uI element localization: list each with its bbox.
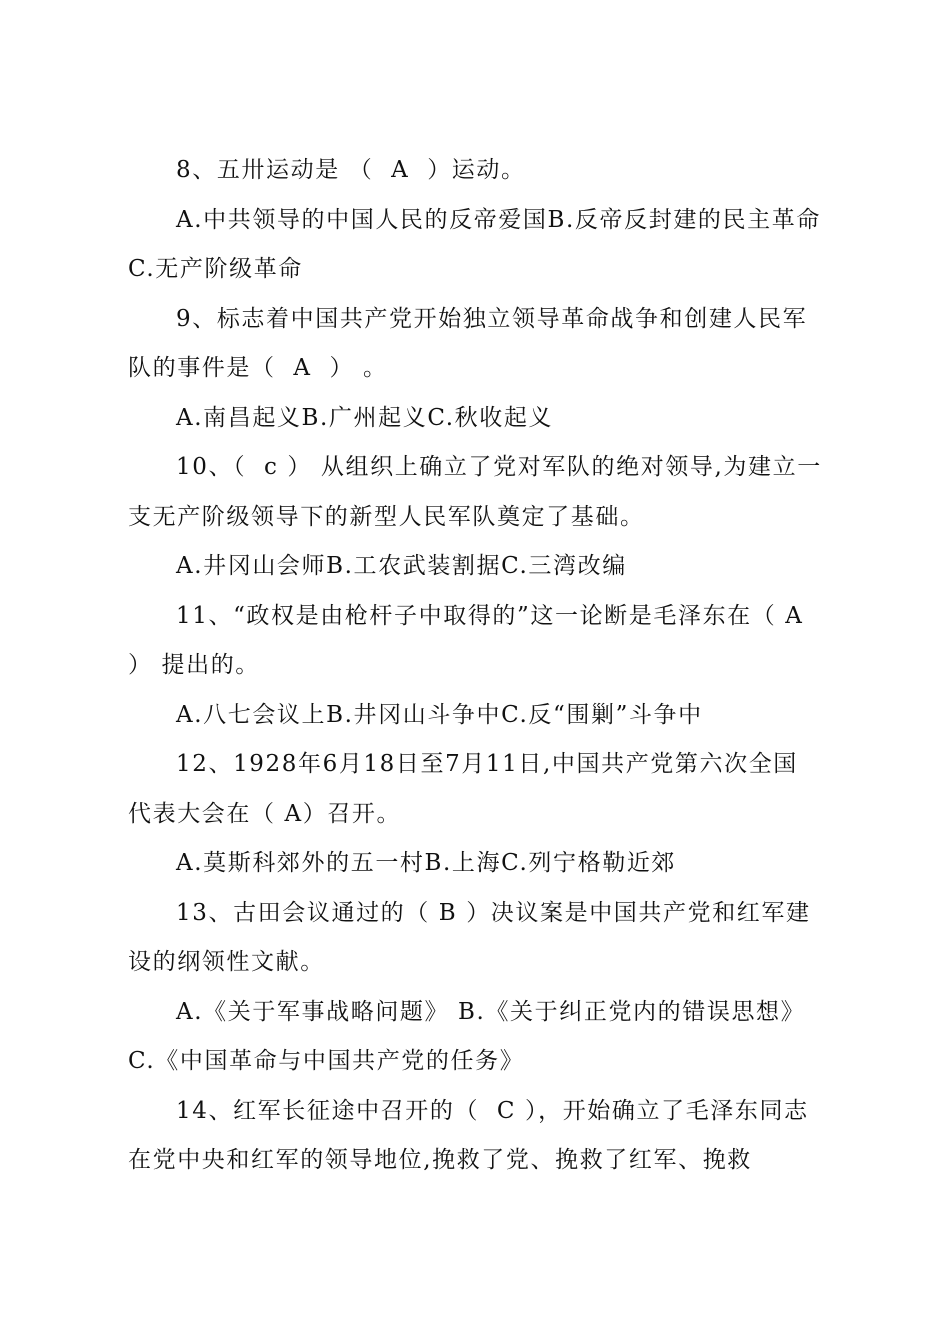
document-body xyxy=(128,146,822,1186)
options-10: A.井冈山会师B.工农武装割据C.三湾改编 xyxy=(176,553,627,579)
question-8: 8、五卅运动是 （ A ）运动。 xyxy=(176,157,526,183)
options-13: A.《关于军事战略问题》 B.《关于纠正党内的错误思想》 C.《中国革命与中国共产党的任务》 xyxy=(128,998,824,1074)
question-9: 9、标志着中国共产党开始独立领导革命战争和创建人民军队的事件是（ A ） 。 xyxy=(128,305,808,381)
options-8: A.中共领导的中国人民的反帝爱国B.反帝反封建的民主革命C.无产阶级革命 xyxy=(128,206,821,282)
question-10: 10、（ c ） 从组织上确立了党对军队的绝对领导,为建立一支无产阶级领导下的新型人民军队奠定了基础。 xyxy=(128,454,822,530)
question-13: 13、古田会议通过的（ B ）决议案是中国共产党和红军建设的纲领性文献。 xyxy=(128,899,811,975)
options-12: A.莫斯科郊外的五一村B.上海C.列宁格勒近郊 xyxy=(176,850,677,876)
options-9: A.南昌起义B.广州起义C.秋收起义 xyxy=(176,404,554,431)
question-14: 14、红军长征途中召开的（ C ），开始确立了毛泽东同志在党中央和红军的领导地位,挽救了党、挽救了红军、挽救 xyxy=(128,1097,809,1173)
question-11: 11、“政权是由枪杆子中取得的”这一论断是毛泽东在（ A ） 提出的。 xyxy=(128,602,822,678)
options-11: A.八七会议上B.井冈山斗争中C.反“围剿”斗争中 xyxy=(176,701,703,728)
question-12: 12、1928年6月18日至7月11日,中国共产党第六次全国代表大会在（ A）召开。 xyxy=(128,751,798,827)
